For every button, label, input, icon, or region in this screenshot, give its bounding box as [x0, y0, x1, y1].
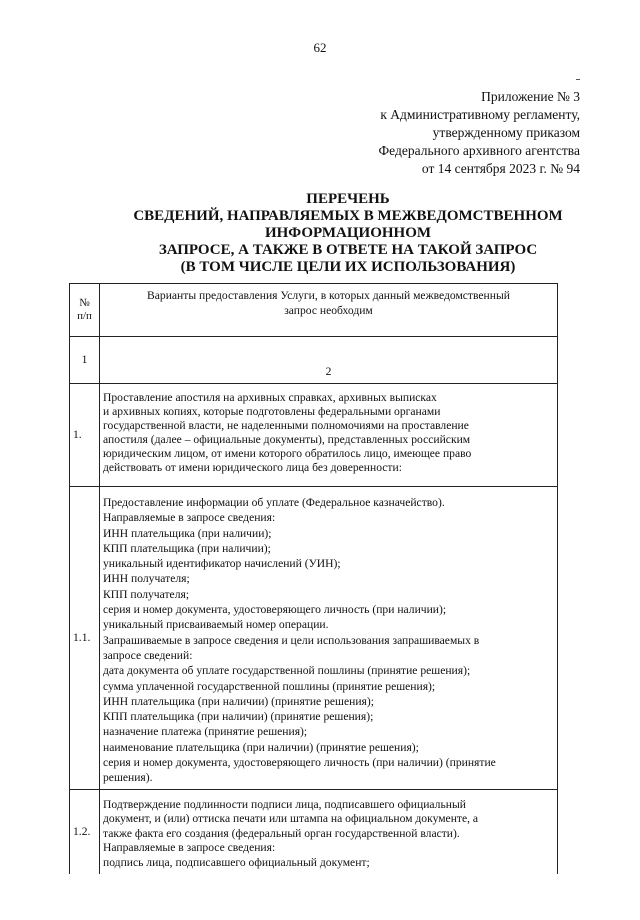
row-line: действовать от имени юридического лица без доверенности:	[103, 461, 402, 474]
title-line: СВЕДЕНИЙ, НАПРАВЛЯЕМЫХ В МЕЖВЕДОМСТВЕННОМ	[133, 208, 563, 224]
row-line: подпись лица, подписавшего официальный документ;	[103, 856, 370, 870]
column-index-1: 1	[70, 337, 100, 384]
column-index-row	[70, 337, 558, 384]
row-description	[100, 789, 558, 873]
title-line: ИНФОРМАЦИОННОМ	[264, 225, 432, 241]
row-number: 1.1.	[70, 487, 100, 790]
header-description-cell	[100, 284, 558, 337]
row-number: 1.	[70, 384, 100, 487]
row-line: сумма уплаченной государственной пошлины (принятие решения);	[103, 679, 436, 693]
table-row	[70, 789, 558, 873]
row-line: и архивных копиях, которые подготовлены федеральными органами	[103, 405, 441, 418]
row-line: запросе сведений:	[103, 648, 193, 662]
row-description	[100, 384, 558, 487]
table-row	[70, 384, 558, 487]
row-line: Направляемые в запросе сведения:	[103, 511, 276, 525]
row-line: КПП плательщика (при наличии) (принятие решения);	[103, 710, 374, 724]
table-row	[70, 487, 558, 790]
page-number: 62	[313, 40, 327, 55]
row-line: серия и номер документа, удостоверяющего личность (при наличии);	[103, 603, 447, 617]
row-line: наименование плательщика (при наличии) (принятие решения);	[103, 740, 419, 754]
row-line: уникальный идентификатор начислений (УИН);	[103, 557, 341, 571]
appendix-line: утвержденному приказом	[432, 125, 580, 140]
row-line: Предоставление информации об уплате (Федеральное казначейство).	[103, 496, 445, 509]
appendix-line: к Административному регламенту,	[380, 107, 580, 122]
row-line: юридическим лицом, от имени которого обратилось лицо, имеющее право	[103, 447, 472, 460]
table-header-row	[70, 284, 558, 337]
column-index-2: 2	[100, 337, 558, 384]
row-line: государственной власти, не наделенными полномочиями на проставление	[103, 419, 469, 432]
scan-mark	[576, 79, 580, 80]
row-line: Запрашиваемые в запросе сведения и цели использования запрашиваемых в	[103, 633, 480, 647]
row-line: назначение платежа (принятие решения);	[103, 725, 308, 739]
row-line: решения).	[103, 771, 153, 785]
row-line: дата документа об уплате государственной пошлины (принятие решения);	[103, 664, 471, 678]
title-line: (В ТОМ ЧИСЛЕ ЦЕЛИ ИХ ИСПОЛЬЗОВАНИЯ)	[180, 259, 516, 275]
row-line: Проставление апостиля на архивных справках, архивных выписках	[103, 391, 437, 404]
row-number: 1.2.	[70, 789, 100, 873]
row-line: КПП плательщика (при наличии);	[103, 541, 271, 555]
row-line: КПП получателя;	[103, 587, 190, 601]
row-line: документ, и (или) оттиска печати или штампа на официальном документе, а	[103, 812, 479, 826]
row-line: апостиля (далее – официальные документы), представленных российским	[103, 433, 471, 446]
header-number-abbr: п/п	[77, 310, 92, 322]
row-line: Подтверждение подлинности подписи лица, подписавшего официальный	[103, 797, 466, 811]
row-line: ИНН плательщика (при наличии);	[103, 526, 272, 540]
info-table	[69, 283, 558, 874]
header-desc-line: запрос необходим	[284, 304, 373, 317]
row-line: также факта его создания (федеральный орган государственной власти).	[103, 826, 460, 840]
document-title	[118, 191, 578, 276]
appendix-line: Приложение № 3	[481, 89, 580, 104]
row-line: ИНН получателя;	[103, 572, 190, 586]
row-description	[100, 487, 558, 790]
row-line: серия и номер документа, удостоверяющего личность (при наличии) (принятие	[103, 756, 496, 770]
appendix-note	[280, 88, 580, 178]
header-desc-line: Варианты предоставления Услуги, в которых данный межведомственный	[147, 289, 510, 302]
row-line: уникальный присваиваемый номер операции.	[103, 618, 329, 632]
header-number-symbol: №	[79, 297, 90, 309]
appendix-line: от 14 сентября 2023 г. № 94	[421, 161, 580, 176]
appendix-line: Федерального архивного агентства	[378, 143, 580, 158]
title-line: ПЕРЕЧЕНЬ	[306, 191, 390, 207]
row-line: Направляемые в запросе сведения:	[103, 841, 276, 855]
row-line: ИНН плательщика (при наличии) (принятие решения);	[103, 694, 374, 708]
header-number-cell	[70, 284, 100, 337]
title-line: ЗАПРОСЕ, А ТАКЖЕ В ОТВЕТЕ НА ТАКОЙ ЗАПРОС	[158, 242, 538, 258]
